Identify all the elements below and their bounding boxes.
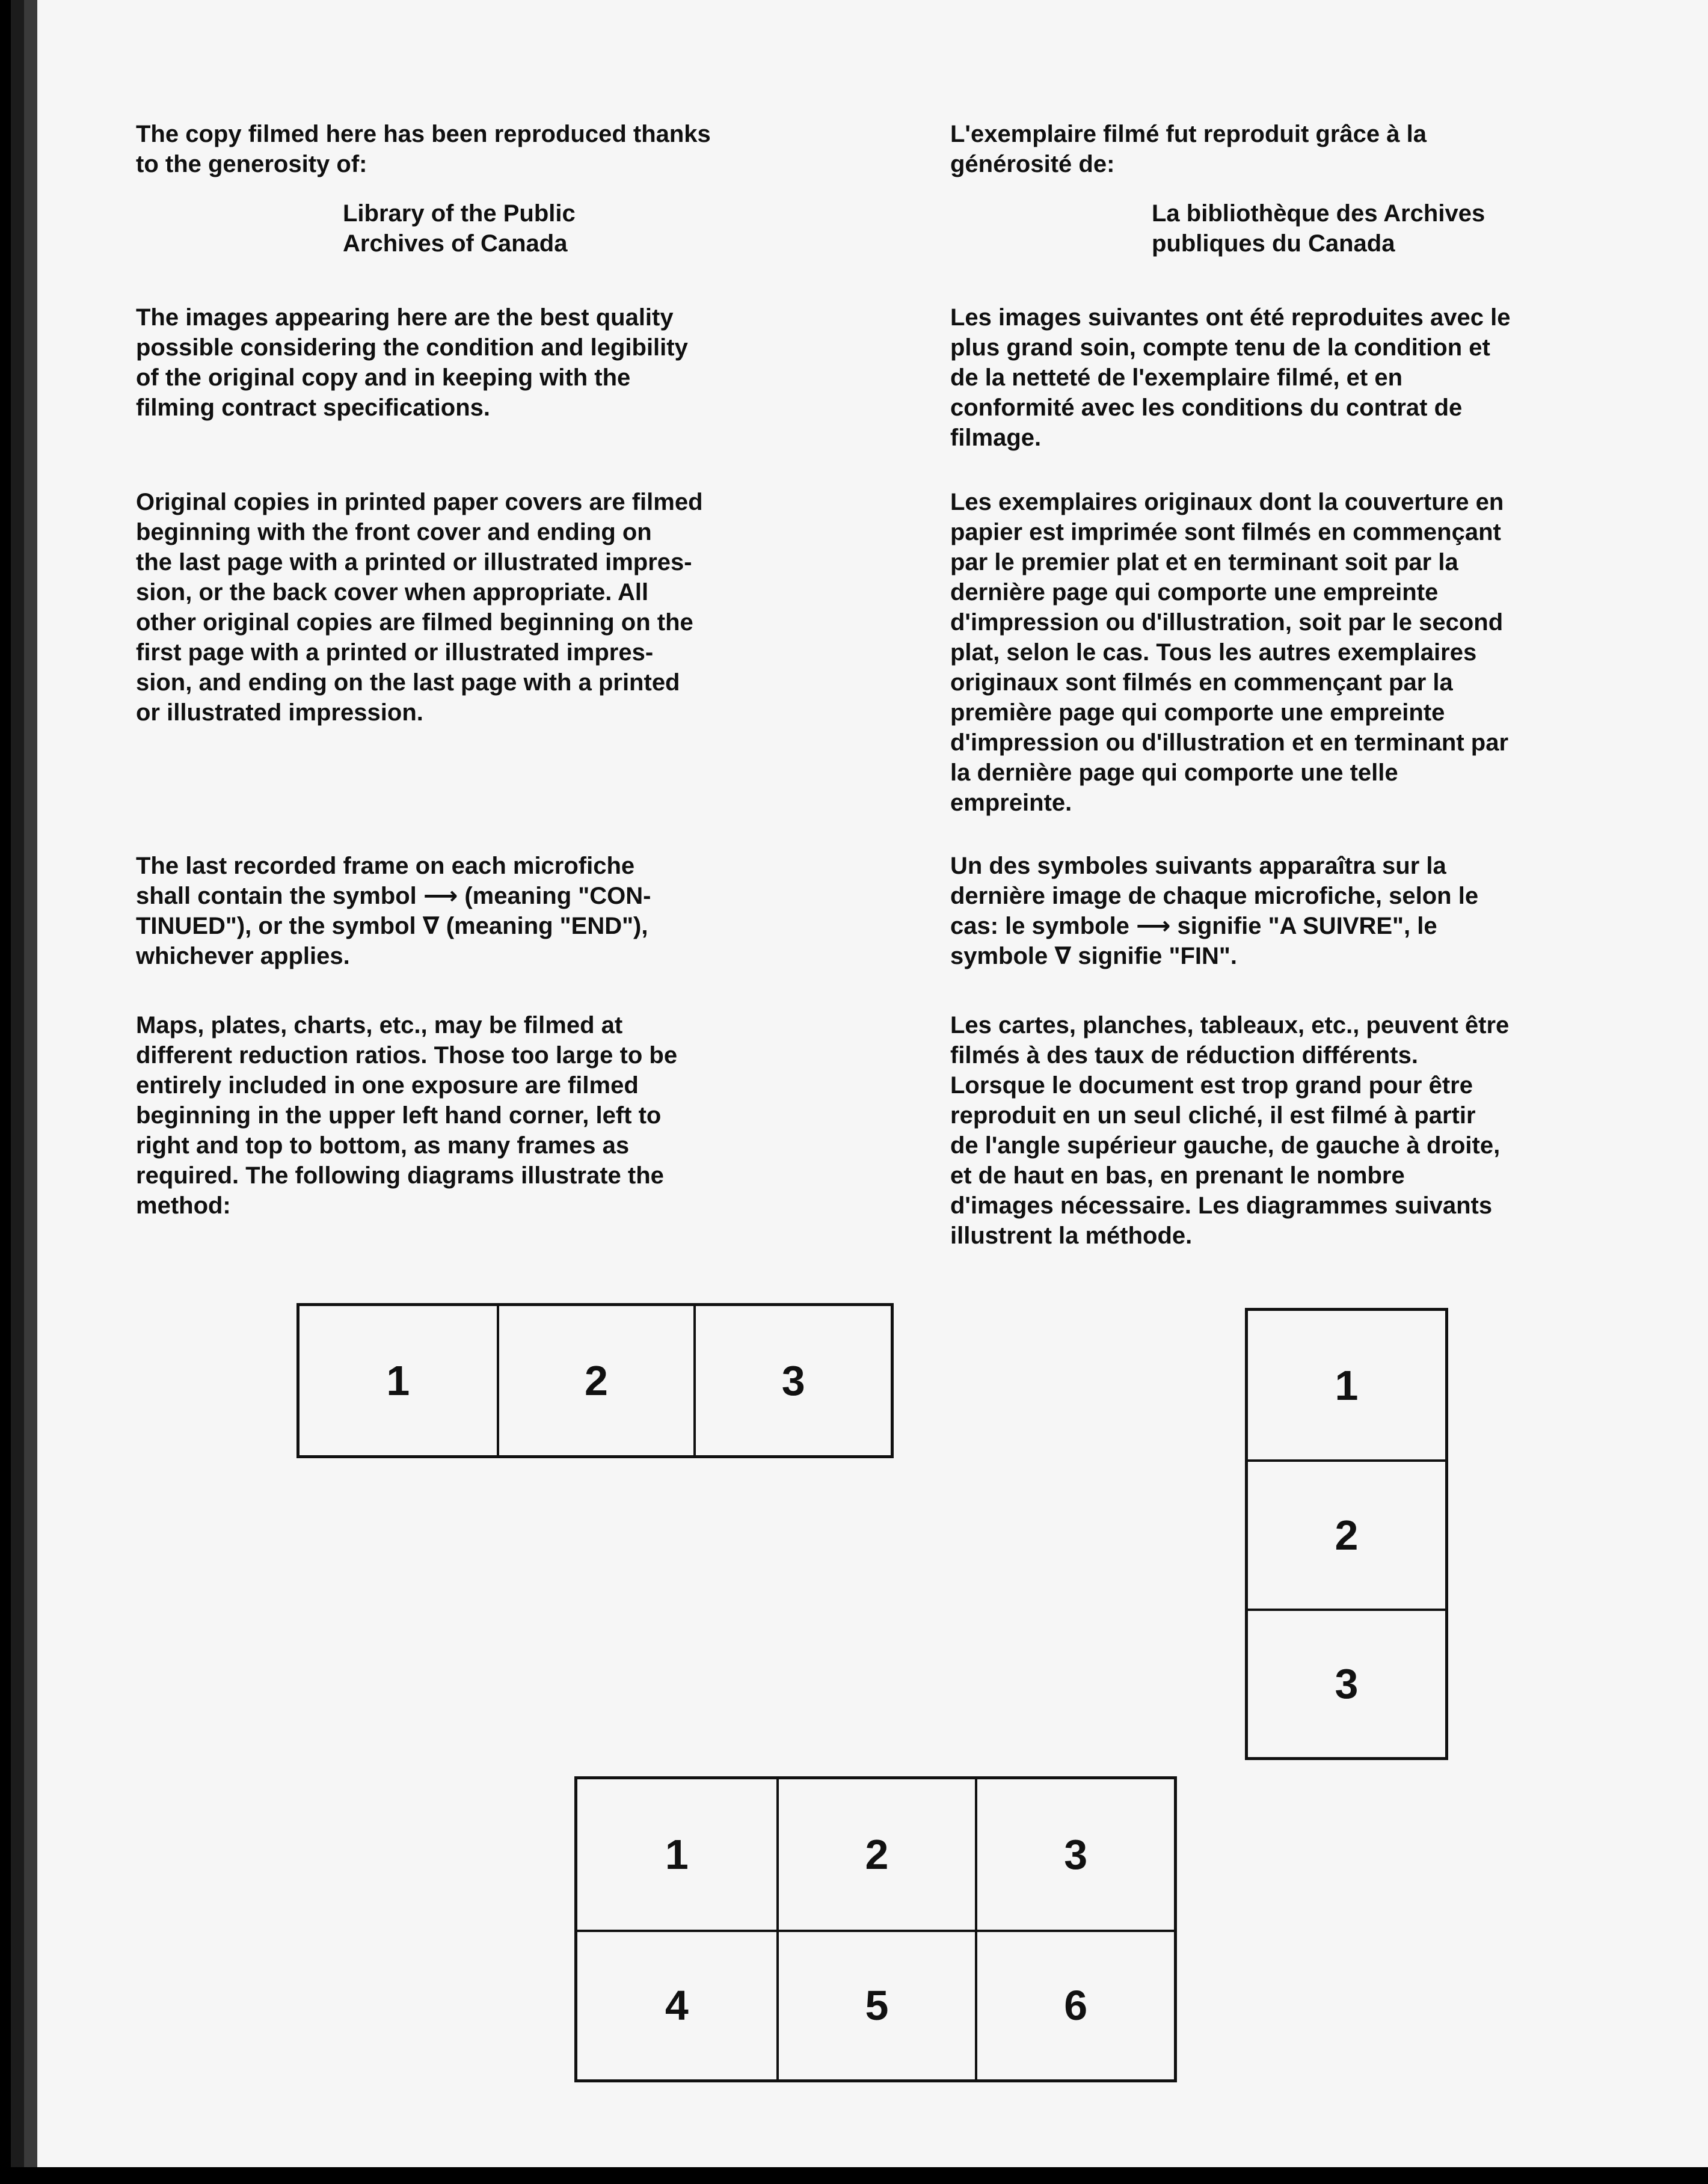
french-quality-text: Les images suivantes ont été reproduites avec le plus grand soin, compte tenu de la condition et de la netteté de l'exemplaire filmé, et en conformité avec les conditions du contrat de filmage.	[950, 304, 1511, 451]
diagram-cell: 6	[975, 1930, 1174, 2080]
diagram-cell: 3	[1248, 1609, 1445, 1757]
french-thanks-text: L'exemplaire filmé fut reproduit grâce à la générosité de:	[950, 121, 1427, 177]
english-maps	[136, 1010, 840, 1221]
diagram-cell: 2	[497, 1306, 694, 1455]
diagram-cell: 3	[975, 1779, 1174, 1930]
diagram-cell: 1	[386, 1357, 410, 1404]
french-library-text: La bibliothèque des Archives publiques du Canada	[1152, 200, 1485, 257]
english-quality	[136, 302, 840, 423]
diagram-cell: 3	[693, 1306, 891, 1455]
diagram-cell: 2	[1248, 1459, 1445, 1608]
french-originals	[950, 487, 1660, 818]
french-maps	[950, 1010, 1660, 1251]
french-quality	[950, 302, 1660, 453]
diagram-cell: 1	[665, 1830, 689, 1878]
french-originals-text: Les exemplaires originaux dont la couverture en papier est imprimée sont filmés en commençant par le premier plat et en terminant soit par la dernière page qui comporte une empreinte d'impression ou d'illustration, soit par le second plat, selon le cas. Tous les autres exemplaires originaux sont filmés en commençant par la première page qui comporte une empreinte d'impression ou d'illustration et en terminant par la dernière page qui comporte une telle empreinte.	[950, 489, 1509, 816]
english-originals	[136, 487, 840, 728]
diagram-cell: 5	[776, 1930, 975, 2080]
english-library	[343, 198, 576, 259]
english-originals-text: Original copies in printed paper covers are filmed beginning with the front cover and ending on the last page with a printed or illustrated impres- sion, or the back cover when appropriate. All other original copies are filmed beginning on the first page with a printed or illustrated impres- sion, and ending on the last page with a printed or illustrated impression.	[136, 489, 703, 726]
english-symbols-text: The last recorded frame on each microfiche shall contain the symbol ⟶ (meaning "CON- TINUED"), or the symbol ∇ (meaning "END"), whichever applies.	[136, 853, 651, 969]
diagram-cell: 4	[577, 1930, 776, 2080]
english-maps-text: Maps, plates, charts, etc., may be filmed at different reduction ratios. Those too large to be entirely included in one exposure are filmed beginning in the upper left hand corner, left to right and top to bottom, as many frames as required. The following diagrams illustrate the method:	[136, 1012, 678, 1219]
diagram-row-of-three	[296, 1303, 894, 1458]
french-library	[1152, 198, 1485, 259]
diagram-grid-of-six	[574, 1776, 1177, 2082]
english-library-text: Library of the Public Archives of Canada	[343, 200, 576, 257]
french-symbols	[950, 851, 1660, 971]
english-symbols	[136, 851, 840, 971]
english-thanks	[136, 119, 840, 179]
diagram-cell: 1	[1335, 1361, 1359, 1409]
french-maps-text: Les cartes, planches, tableaux, etc., peuvent être filmés à des taux de réduction différents. Lorsque le document est trop grand pour être reproduit en un seul cliché, il est filmé à partir de l'angle supérieur gauche, de gauche à droite, et de haut en bas, en prenant le nombre d'images nécessaire. Les diagrammes suivants illustrent la méthode.	[950, 1012, 1510, 1249]
diagram-cell: 2	[776, 1779, 975, 1930]
diagram-column-of-three	[1245, 1308, 1448, 1760]
scan-left-edge	[0, 0, 37, 2184]
french-thanks	[950, 119, 1660, 179]
scan-bottom-edge	[0, 2167, 1708, 2184]
english-quality-text: The images appearing here are the best quality possible considering the condition and legibility of the original copy and in keeping with the filming contract specifications.	[136, 304, 688, 421]
french-symbols-text: Un des symboles suivants apparaîtra sur la dernière image de chaque microfiche, selon le cas: le symbole ⟶ signifie "A SUIVRE", le symbole ∇ signifie "FIN".	[950, 853, 1479, 969]
english-thanks-text: The copy filmed here has been reproduced thanks to the generosity of:	[136, 121, 711, 177]
